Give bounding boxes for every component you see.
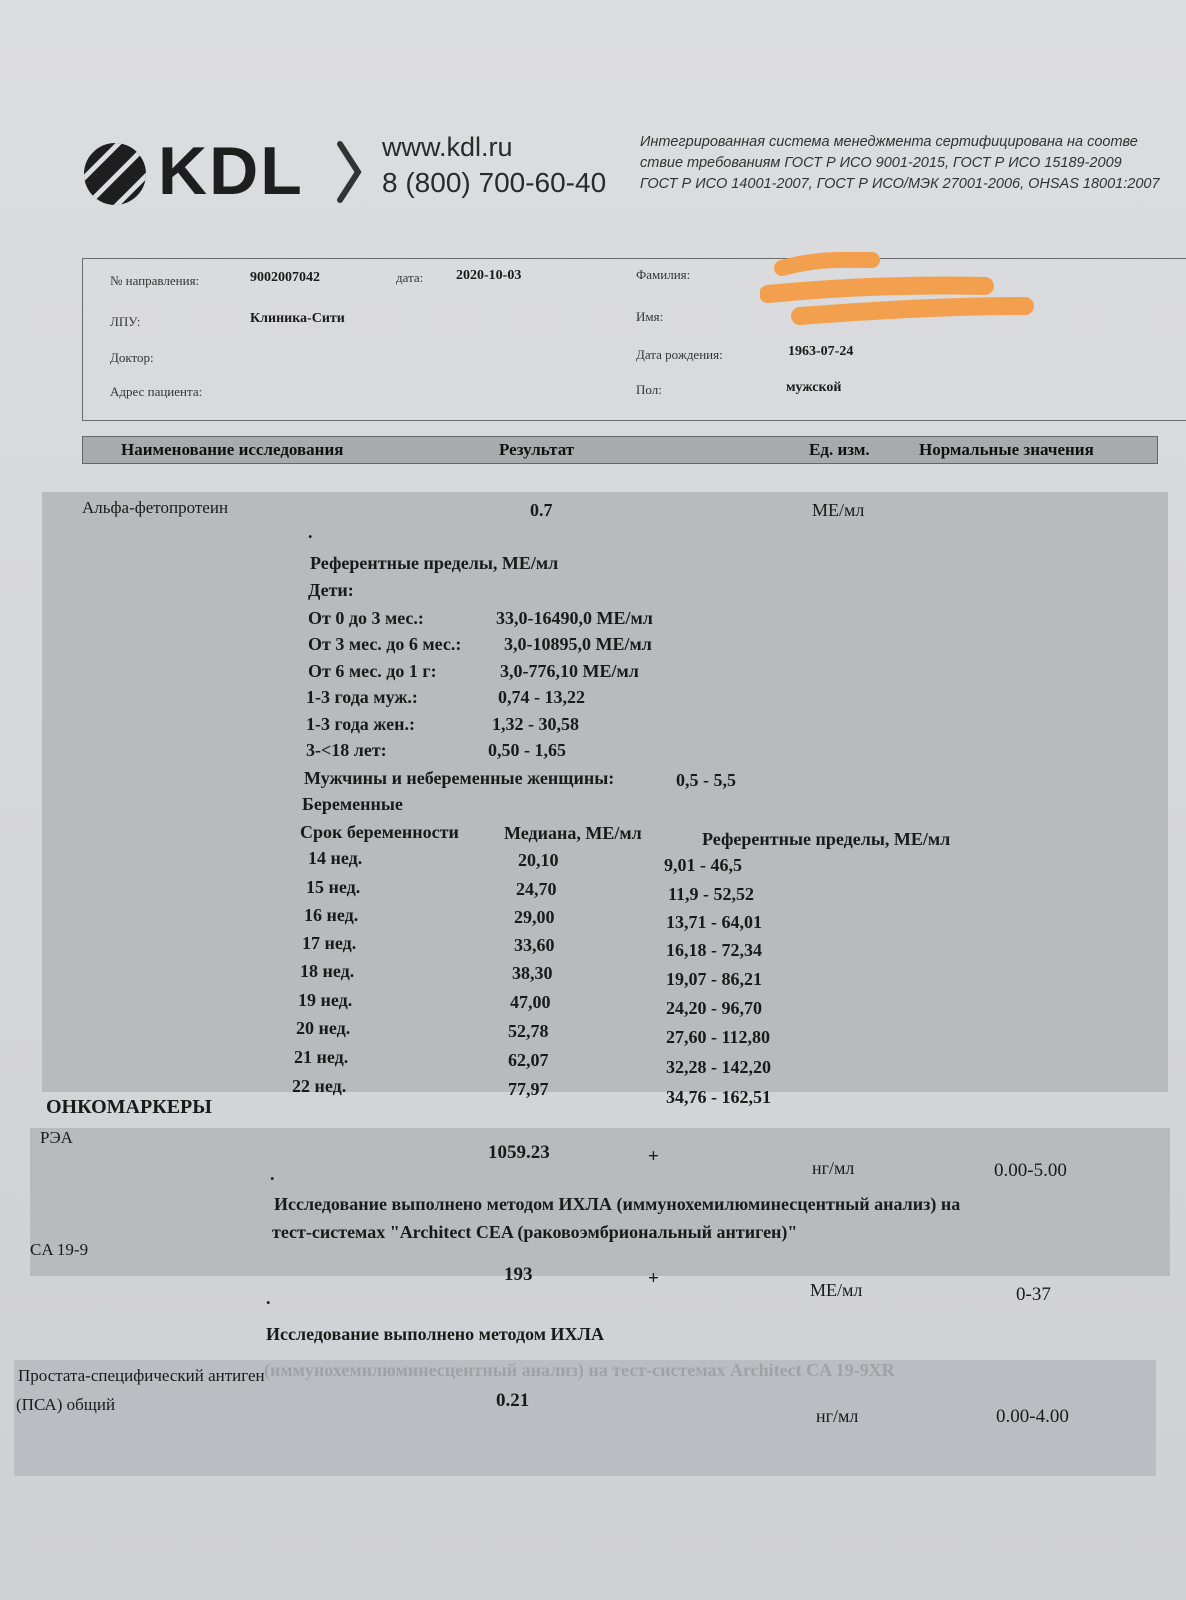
afp-shaded-block xyxy=(42,492,1168,1092)
preg-week: 20 нед. xyxy=(296,1018,351,1038)
child-age: 1-3 года жен.: xyxy=(306,714,415,734)
results-table-header xyxy=(82,436,1158,464)
preg-median: 47,00 xyxy=(510,992,551,1012)
afp-children-label: Дети: xyxy=(308,580,354,600)
doctor-label: Доктор: xyxy=(110,350,154,365)
rea-method-note: тест-системах "Architect CEA (раковоэмбриональный антиген)" xyxy=(272,1222,798,1242)
preg-median: 52,78 xyxy=(508,1021,549,1041)
referral-number: 9002007042 xyxy=(250,270,320,285)
test-name-afp: Альфа-фетопротеин xyxy=(82,498,229,517)
rea-unit: нг/мл xyxy=(812,1158,855,1178)
rea-result: 1059.23 xyxy=(488,1142,550,1163)
child-range: 0,74 - 13,22 xyxy=(498,687,585,707)
first-name-label: Имя: xyxy=(636,309,664,324)
child-range: 3,0-776,10 МЕ/мл xyxy=(500,661,639,681)
surname-label: Фамилия: xyxy=(636,267,691,282)
brand-name: KDL xyxy=(158,133,304,209)
preg-median: 38,30 xyxy=(512,963,553,983)
ca19-9-flag: + xyxy=(648,1268,659,1289)
preg-week: 15 нед. xyxy=(306,877,361,897)
certification-line: Интегрированная система менеджмента сертифицирована на соотве xyxy=(640,134,1138,150)
preg-range: 32,28 - 142,20 xyxy=(666,1057,771,1077)
afp-dot: . xyxy=(308,522,313,542)
rea-method-note: Исследование выполнено методом ИХЛА (иммунохемилюминесцентный анализ) на xyxy=(274,1194,961,1214)
column-header-unit: Ед. изм. xyxy=(809,440,870,459)
preg-median: 62,07 xyxy=(508,1050,549,1070)
certification-line: ствие требованиям ГОСТ Р ИСО 9001-2015, ГОСТ Р ИСО 15189-2009 xyxy=(640,155,1122,171)
chevron-right-icon xyxy=(336,140,362,204)
preg-range: 19,07 - 86,21 xyxy=(666,969,762,989)
preg-week: 22 нед. xyxy=(292,1076,347,1096)
afp-unit: МЕ/мл xyxy=(812,500,865,520)
test-name-rea: РЭА xyxy=(40,1128,73,1147)
preg-median: 20,10 xyxy=(518,850,559,870)
preg-range: 11,9 - 52,52 xyxy=(668,884,755,904)
lpu-value: Клиника-Сити xyxy=(250,311,345,326)
preg-range: 9,01 - 46,5 xyxy=(664,855,742,875)
child-range: 33,0-16490,0 МЕ/мл xyxy=(496,608,653,628)
sex-value: мужской xyxy=(786,380,842,395)
preg-week: 18 нед. xyxy=(300,961,355,981)
psa-unit: нг/мл xyxy=(816,1406,859,1426)
preg-median: 29,00 xyxy=(514,907,555,927)
preg-median: 24,70 xyxy=(516,879,557,899)
website-url: www.kdl.ru xyxy=(382,132,513,162)
child-age: От 3 мес. до 6 мес.: xyxy=(308,634,462,654)
preg-week: 21 нед. xyxy=(294,1047,349,1067)
column-header-norm: Нормальные значения xyxy=(919,440,1094,459)
referral-date: 2020-10-03 xyxy=(456,268,522,283)
ca19-9-unit: МЕ/мл xyxy=(810,1280,863,1300)
column-header-name: Наименование исследования xyxy=(121,440,344,459)
section-title-oncomarkers: ОНКОМАРКЕРЫ xyxy=(46,1096,212,1118)
test-name-ca19-9: CA 19-9 xyxy=(30,1240,89,1259)
preg-header-range: Референтные пределы, МЕ/мл xyxy=(702,829,951,849)
preg-range: 24,20 - 96,70 xyxy=(666,998,762,1018)
child-range: 3,0-10895,0 МЕ/мл xyxy=(504,634,652,654)
rea-norm: 0.00-5.00 xyxy=(994,1160,1067,1181)
preg-range: 34,76 - 162,51 xyxy=(666,1087,771,1107)
child-age: От 6 мес. до 1 г: xyxy=(308,661,437,681)
dob-label: Дата рождения: xyxy=(636,347,723,362)
preg-median: 33,60 xyxy=(514,935,555,955)
ca19-9-norm: 0-37 xyxy=(1016,1284,1051,1305)
preg-range: 27,60 - 112,80 xyxy=(666,1027,771,1047)
kdl-logo-icon xyxy=(82,140,148,208)
child-range: 1,32 - 30,58 xyxy=(492,714,579,734)
preg-header-term: Срок беременности xyxy=(300,822,459,842)
test-name-psa: Простата-специфический антиген xyxy=(18,1366,265,1385)
child-age: 3-<18 лет: xyxy=(306,740,387,760)
preg-range: 16,18 - 72,34 xyxy=(666,940,762,960)
ca19-9-method-note: Исследование выполнено методом ИХЛА xyxy=(266,1324,604,1344)
ca19-9-result: 193 xyxy=(504,1264,533,1285)
psa-norm: 0.00-4.00 xyxy=(996,1406,1069,1427)
column-header-result: Результат xyxy=(499,440,575,459)
preg-week: 16 нед. xyxy=(304,905,359,925)
child-age: От 0 до 3 мес.: xyxy=(308,608,424,628)
test-name-psa-suffix: (ПСА) общий xyxy=(16,1395,116,1414)
afp-adults-range: 0,5 - 5,5 xyxy=(676,770,736,790)
preg-week: 19 нед. xyxy=(298,990,353,1010)
dob-value: 1963-07-24 xyxy=(788,344,854,359)
preg-header-median: Медиана, МЕ/мл xyxy=(504,823,642,843)
child-range: 0,50 - 1,65 xyxy=(488,740,566,760)
redaction-mark xyxy=(760,248,1040,332)
certification-line: ГОСТ Р ИСО 14001-2007, ГОСТ Р ИСО/МЭК 27001-2006, OHSAS 18001:2007 xyxy=(640,176,1160,192)
afp-adults-label: Мужчины и небеременные женщины: xyxy=(304,768,615,788)
referral-label: № направления: xyxy=(110,273,200,288)
address-label: Адрес пациента: xyxy=(110,384,203,399)
afp-ref-title: Референтные пределы, МЕ/мл xyxy=(310,553,559,573)
sex-label: Пол: xyxy=(636,382,662,397)
child-age: 1-3 года муж.: xyxy=(306,687,418,707)
lpu-label: ЛПУ: xyxy=(110,314,141,329)
preg-week: 14 нед. xyxy=(308,848,363,868)
preg-range: 13,71 - 64,01 xyxy=(666,912,762,932)
afp-result: 0.7 xyxy=(530,500,553,520)
ca19-9-dot: . xyxy=(266,1288,271,1308)
preg-week: 17 нед. xyxy=(302,933,357,953)
date-label: дата: xyxy=(396,270,424,285)
phone-number: 8 (800) 700-60-40 xyxy=(382,167,607,198)
rea-flag: + xyxy=(648,1146,659,1167)
rea-dot: . xyxy=(270,1164,275,1184)
preg-median: 77,97 xyxy=(508,1079,549,1099)
psa-result: 0.21 xyxy=(496,1390,530,1411)
afp-pregnant-label: Беременные xyxy=(302,794,403,814)
